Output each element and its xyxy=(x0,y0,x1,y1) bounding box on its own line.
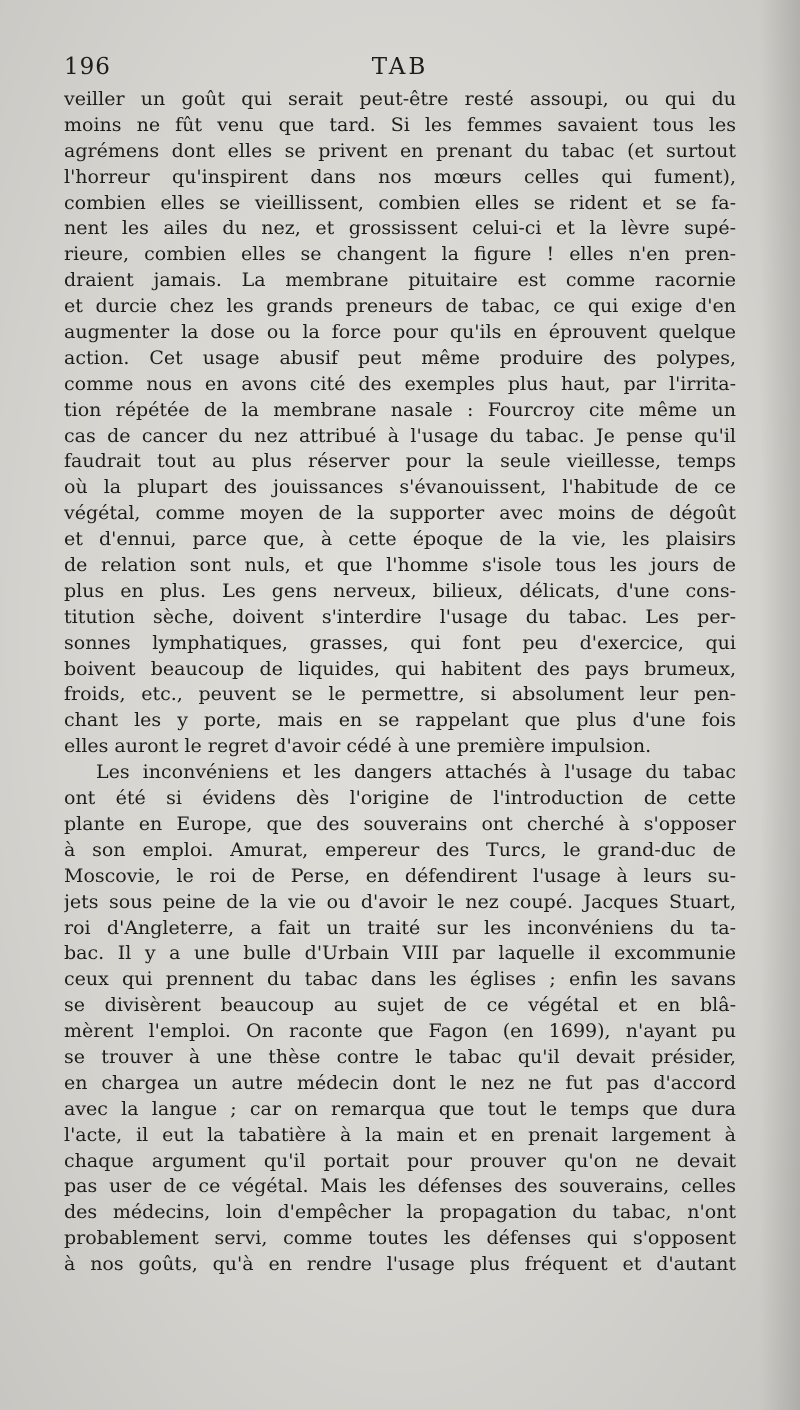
text-line: combien elles se vieillissent, combien elles se rident et se fa- xyxy=(64,191,736,214)
text-line: plus en plus. Les gens nerveux, bilieux, délicats, d'une cons- xyxy=(64,579,736,602)
text-line: agrémens dont elles se privent en prenant du tabac (et surtout xyxy=(64,139,736,162)
text-line: où la plupart des jouissances s'évanouissent, l'habitude de ce xyxy=(64,476,736,499)
body-text xyxy=(64,87,736,1278)
text-line: et durcie chez les grands preneurs de tabac, ce qui exige d'en xyxy=(64,295,736,318)
text-line: de relation sont nuls, et que l'homme s'isole tous les jours de xyxy=(64,554,736,577)
text-line: rieure, combien elles se changent la figure ! elles n'en pren- xyxy=(64,243,736,266)
text-line: végétal, comme moyen de la supporter avec moins de dégoût xyxy=(64,502,736,525)
text-line: à nos goûts, qu'à en rendre l'usage plus fréquent et d'autant xyxy=(64,1253,736,1276)
text-line: à son emploi. Amurat, empereur des Turcs, le grand-duc de xyxy=(64,838,736,861)
text-line: tion répétée de la membrane nasale : Fourcroy cite même un xyxy=(64,398,736,421)
text-line: ont été si évidens dès l'origine de l'introduction de cette xyxy=(64,787,736,810)
text-line: bac. Il y a une bulle d'Urbain VIII par laquelle il excommunie xyxy=(64,942,736,965)
page-number: 196 xyxy=(64,54,111,80)
text-line: froids, etc., peuvent se le permettre, si absolument leur pen- xyxy=(64,683,736,706)
text-line: action. Cet usage abusif peut même produire des polypes, xyxy=(64,346,736,369)
text-line: moins ne fût venu que tard. Si les femmes savaient tous les xyxy=(64,113,736,136)
paragraph-start-line: Les inconvéniens et les dangers attachés à l'usage du tabac xyxy=(96,761,736,784)
text-line: mèrent l'emploi. On raconte que Fagon (en 1699), n'ayant pu xyxy=(64,1020,736,1043)
text-line: augmenter la dose ou la force pour qu'ils en éprouvent quelque xyxy=(64,321,736,344)
text-line: chant les y porte, mais en se rappelant que plus d'une fois xyxy=(64,709,736,732)
text-line: chaque argument qu'il portait pour prouver qu'on ne devait xyxy=(64,1149,736,1172)
text-line: se trouver à une thèse contre le tabac qu'il devait présider, xyxy=(64,1045,736,1068)
page-header xyxy=(64,54,736,88)
text-line: titution sèche, doivent s'interdire l'usage du tabac. Les per- xyxy=(64,605,736,628)
text-line: roi d'Angleterre, a fait un traité sur les inconvéniens du ta- xyxy=(64,916,736,939)
text-line: sonnes lymphatiques, grasses, qui font peu d'exercice, qui xyxy=(64,631,736,654)
text-line: cas de cancer du nez attribué à l'usage du tabac. Je pense qu'il xyxy=(64,424,736,447)
text-line: boivent beaucoup de liquides, qui habitent des pays brumeux, xyxy=(64,657,736,680)
text-line: veiller un goût qui serait peut-être resté assoupi, ou qui du xyxy=(64,88,736,110)
text-line: comme nous en avons cité des exemples plus haut, par l'irrita- xyxy=(64,372,736,395)
paragraph-end-line: elles auront le regret d'avoir cédé à une première impulsion. xyxy=(64,735,652,758)
running-head: TAB xyxy=(371,54,429,80)
text-line: en chargea un autre médecin dont le nez ne fut pas d'accord xyxy=(64,1071,736,1094)
text-line: l'acte, il eut la tabatière à la main et en prenait largement à xyxy=(64,1123,736,1146)
text-line: pas user de ce végétal. Mais les défenses des souverains, celles xyxy=(64,1175,736,1198)
text-line: probablement servi, comme toutes les défenses qui s'opposent xyxy=(64,1227,736,1250)
text-line: des médecins, loin d'empêcher la propagation du tabac, n'ont xyxy=(64,1201,736,1224)
text-line: se divisèrent beaucoup au sujet de ce végétal et en blâ- xyxy=(64,994,736,1017)
text-line: et d'ennui, parce que, à cette époque de la vie, les plaisirs xyxy=(64,528,736,551)
text-line: jets sous peine de la vie ou d'avoir le nez coupé. Jacques Stuart, xyxy=(64,890,736,913)
text-line: plante en Europe, que des souverains ont cherché à s'opposer xyxy=(64,812,736,835)
text-line: avec la langue ; car on remarqua que tout le temps que dura xyxy=(64,1097,736,1120)
text-line: Moscovie, le roi de Perse, en défendirent l'usage à leurs su- xyxy=(64,864,736,887)
text-line: nent les ailes du nez, et grossissent celui-ci et la lèvre supé- xyxy=(64,217,736,240)
text-line: draient jamais. La membrane pituitaire est comme racornie xyxy=(64,269,736,292)
text-line: faudrait tout au plus réserver pour la seule vieillesse, temps xyxy=(64,450,736,473)
text-line: l'horreur qu'inspirent dans nos mœurs celles qui fument), xyxy=(64,165,736,188)
text-line: ceux qui prennent du tabac dans les églises ; enfin les savans xyxy=(64,968,736,991)
